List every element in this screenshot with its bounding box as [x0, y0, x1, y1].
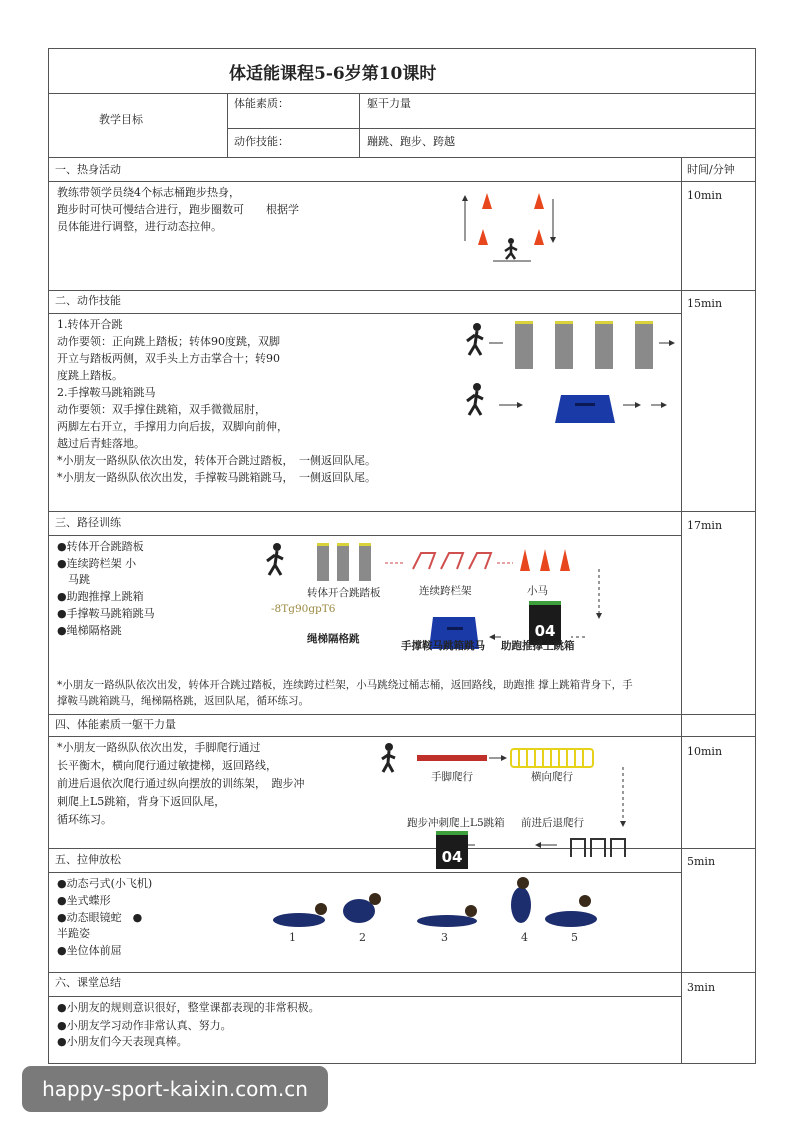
caption-board: 转体开合跳踏板	[307, 587, 381, 599]
section-3-bullet: 马跳	[57, 573, 90, 586]
stretch-pose-icon	[273, 903, 327, 927]
cone-icon	[560, 549, 570, 571]
section-4-line: 刺爬上L5跳箱，背身下返回队尾，	[57, 795, 226, 808]
section-5-title: 五、拉伸放松	[55, 853, 121, 866]
pose-number: 3	[441, 931, 448, 944]
vaulting-box-icon	[555, 395, 615, 423]
section-2-line: *小朋友一路纵队依次出发，转体开合跳过踏板， 一侧返回队尾。	[57, 454, 376, 467]
section-2-line: 1.转体开合跳	[57, 318, 123, 331]
section-2-line: 开立与踏板两侧，双手头上方击掌合十；转90	[57, 352, 280, 365]
section-4-time: 10min	[687, 745, 723, 758]
stretch-pose-icon	[343, 893, 381, 923]
caption-horse: 小马	[527, 585, 548, 597]
stretch-pose-icon	[545, 895, 597, 927]
skill-value: 蹦跳、跑步、跨越	[367, 135, 455, 148]
caption-ladder: 绳梯隔格跳	[307, 633, 360, 645]
section-5-bullet: 半跪姿	[57, 927, 90, 940]
section-4-line: *小朋友一路纵队依次出发，手脚爬行通过	[57, 741, 261, 754]
section-2-title: 二、动作技能	[55, 294, 121, 307]
stretch-poses-illustration	[259, 875, 619, 945]
section-5-bullet: ●动态眼镜蛇 ●	[57, 911, 143, 924]
cone-icon	[478, 229, 488, 245]
caption-box: 跑步冲刺爬上L5跳箱	[407, 817, 505, 829]
section-1-title: 一、热身活动	[55, 163, 121, 176]
watermark-link[interactable]: happy-sport-kaixin.com.cn	[22, 1066, 328, 1112]
agility-ladder-icon	[511, 749, 593, 767]
cone-icon	[520, 549, 530, 571]
section-3-bullet: ●助跑推撑上跳箱	[57, 590, 144, 603]
section-2-line: 度跳上踏板。	[57, 369, 123, 382]
section-3-note: *小朋友一路纵队依次出发，转体开合跳过踏板，连续跨过栏架，小马跳绕过桶志桶，返回路线，助跑推 撑上跳箱背身下，手	[57, 679, 633, 691]
caption-hurdle: 连续跨栏架	[419, 585, 472, 597]
stretch-pose-icon	[417, 905, 477, 927]
section-6-bullet: ●小朋友的规则意识很好，整堂课都表现的非常积极。	[57, 1001, 320, 1014]
child-running-icon	[382, 751, 395, 772]
section-4-line: 长平衡木，横向爬行通过敏捷梯，返回路线，	[57, 759, 277, 772]
cone-icon	[482, 193, 492, 209]
lesson-plan-table	[48, 48, 756, 1064]
section-3-time: 17min	[687, 519, 723, 532]
caption-back: 前进后退爬行	[521, 817, 584, 829]
runner-icon	[505, 244, 517, 259]
skill-label: 动作技能：	[234, 135, 289, 148]
section-6-bullet: ●小朋友们今天表现真棒。	[57, 1035, 188, 1048]
stretch-pose-icon	[511, 877, 531, 923]
section-2-line: 动作要领：正向跳上踏板；转体90度跳，双脚	[57, 335, 280, 348]
fitness-label: 体能素质：	[234, 97, 289, 110]
pose-number: 1	[289, 931, 296, 944]
section-3-bullet: ●转体开合跳踏板	[57, 540, 144, 553]
section-4-line: 循环练习。	[57, 813, 112, 826]
section-5-bullet: ●动态弓式(小飞机)	[57, 877, 153, 890]
fitness-value: 躯干力量	[367, 97, 411, 110]
caption-side: 横向爬行	[531, 771, 573, 783]
section-5-bullet: ●坐位体前屈	[57, 944, 122, 957]
section-1-line: 员体能进行调整，进行动态拉伸。	[57, 220, 222, 233]
section-1-line: 跑步时可快可慢结合进行，跑步圈数可 根据学	[57, 203, 299, 216]
section-2-line: 2.手撑鞍马跳箱跳马	[57, 386, 156, 399]
section-3-bullet: ●绳梯隔格跳	[57, 624, 122, 637]
section-1-line: 教练带领学员绕4个标志桶跑步热身，	[57, 186, 240, 199]
section-3-note: 撑鞍马跳箱跳马，绳梯隔格跳，返回队尾，循环练习。	[57, 695, 309, 707]
jump-box-icon	[436, 831, 468, 869]
child-running-icon	[467, 391, 483, 415]
section-5-time: 5min	[687, 855, 716, 868]
caption-crawl: 手脚爬行	[431, 771, 473, 783]
section-3-title: 三、路径训练	[55, 516, 121, 529]
balance-beam-icon	[417, 755, 487, 761]
section-2-line: 两脚左右开立，手撑用力向后拔，双脚向前伸，	[57, 420, 288, 433]
time-header: 时间/分钟	[687, 163, 735, 176]
warmup-cones-diagram	[459, 185, 559, 265]
jump-box-number: 04	[441, 848, 463, 866]
caption-code: -8Tg90gpT6	[271, 603, 336, 615]
hurdle-icon	[413, 553, 491, 569]
section-3-bullet: ●手撑鞍马跳箱跳马	[57, 607, 155, 620]
pose-number: 5	[571, 931, 578, 944]
child-running-icon	[267, 551, 283, 575]
jump-box-number: 04	[534, 622, 556, 640]
caption-vault: 手撑鞍马跳箱跳马	[401, 640, 485, 652]
section-4-line: 前进后退依次爬行通过纵向摆放的训练架， 跑步冲	[57, 777, 305, 790]
section-1-time: 10min	[687, 189, 723, 202]
section-6-bullet: ●小朋友学习动作非常认真、努力。	[57, 1019, 232, 1032]
section-2-time: 15min	[687, 297, 723, 310]
pose-number: 2	[359, 931, 366, 944]
pose-number: 4	[521, 931, 528, 944]
section-3-bullet: ●连续跨栏架 小	[57, 557, 137, 570]
page-title: 体适能课程5-6岁第10课时	[229, 64, 437, 84]
section-6-time: 3min	[687, 981, 716, 994]
child-jumping-icon	[467, 331, 483, 355]
section-2-line: 动作要领：双手撑住跳箱，双手微微屈肘，	[57, 403, 266, 416]
section-5-bullet: ●坐式蝶形	[57, 894, 111, 907]
step-board-icon	[515, 321, 653, 369]
section-2-line: 越过后青蛙落地。	[57, 437, 145, 450]
cone-icon	[534, 193, 544, 209]
skills-diagram	[459, 319, 679, 429]
section-6-title: 六、课堂总结	[55, 976, 121, 989]
step-board-icon	[317, 543, 371, 581]
section-2-line: *小朋友一路纵队依次出发，手撑鞍马跳箱跳马， 一侧返回队尾。	[57, 471, 376, 484]
section-4-title: 四、体能素质一躯干力量	[55, 718, 176, 731]
goal-label: 教学目标	[99, 113, 143, 126]
caption-boxup: 助跑推撑上跳箱	[501, 640, 575, 652]
cone-icon	[534, 229, 544, 245]
cone-icon	[540, 549, 550, 571]
